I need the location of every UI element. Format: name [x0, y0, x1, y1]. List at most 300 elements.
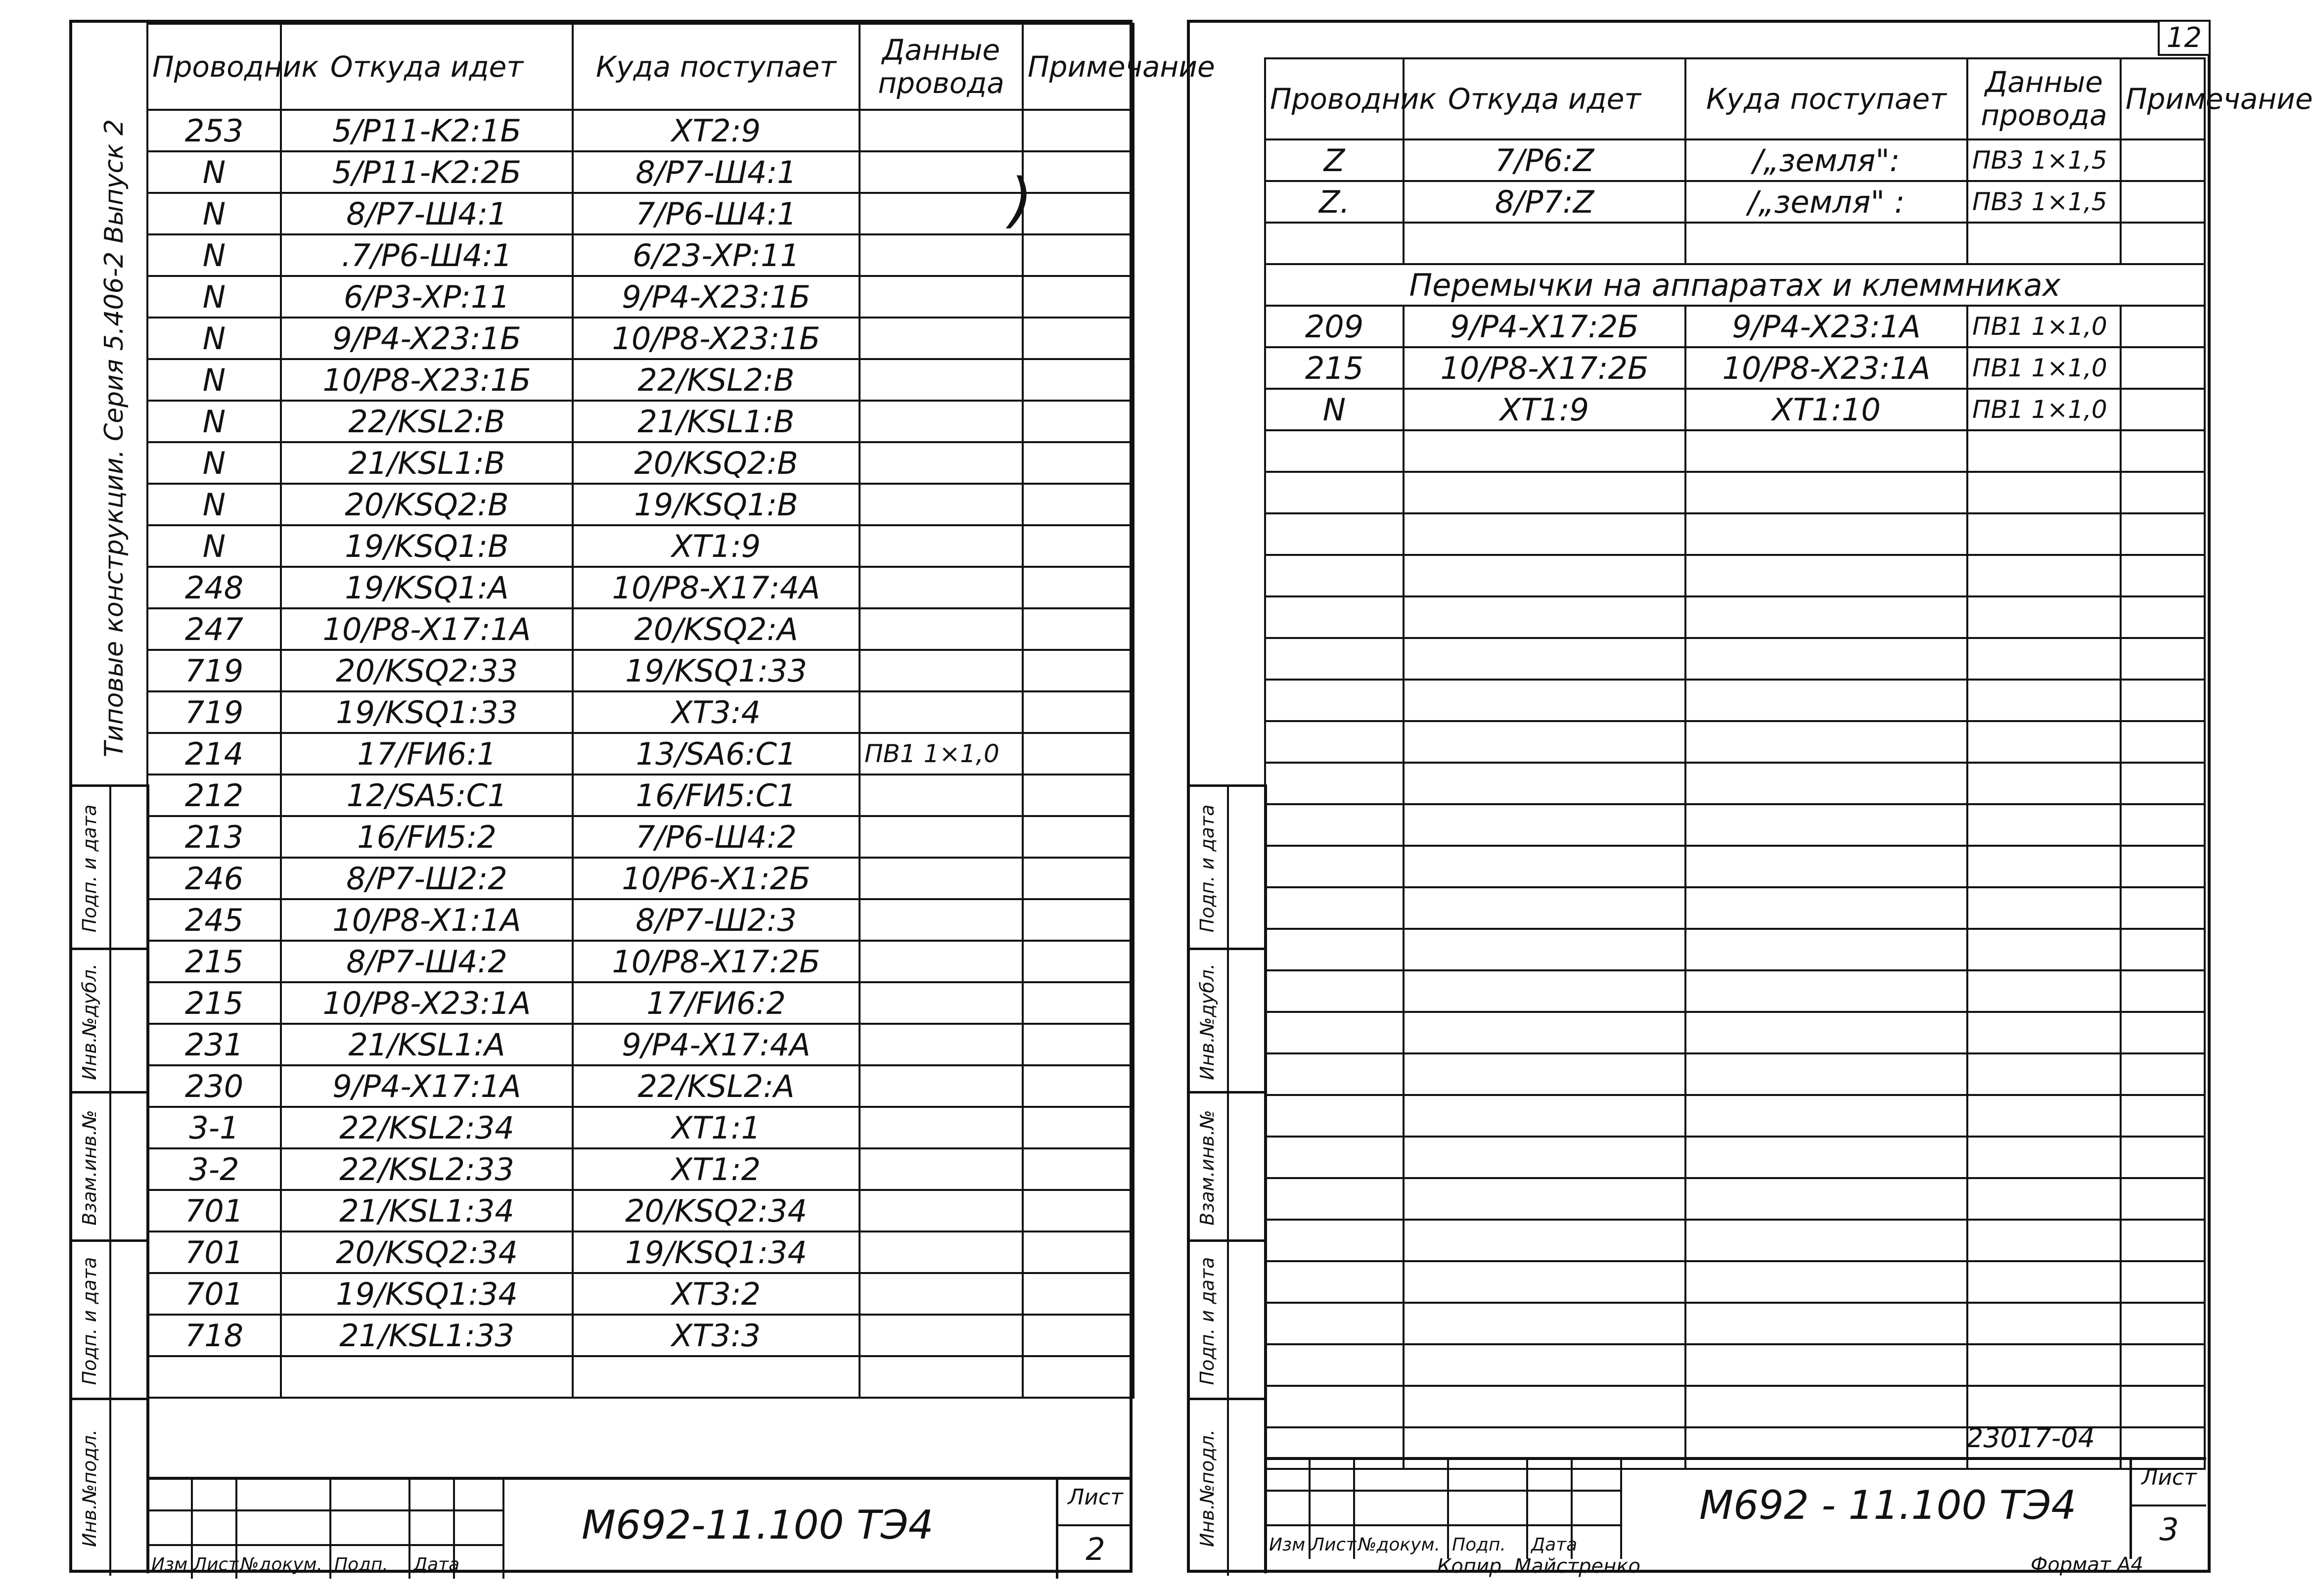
empty-cell [1685, 887, 1967, 929]
empty-row [1265, 596, 2205, 638]
empty-cell [1967, 846, 2121, 887]
table-row [147, 401, 1134, 442]
empty-cell [1404, 721, 1685, 763]
wire-data-cell [860, 608, 1023, 650]
empty-cell [1685, 1095, 1967, 1137]
empty-row [1265, 1178, 2205, 1220]
from-cell: 19/KSQ1:B [281, 525, 573, 567]
table-row [147, 1273, 1134, 1315]
caption-date: Дата [1531, 1535, 1578, 1555]
from-cell: 9/P4-X17:1A [281, 1065, 573, 1107]
empty-cell [1967, 1053, 2121, 1095]
stamp-cell [72, 948, 146, 1094]
col-header-conductor: Проводник [147, 24, 281, 110]
table-row [1265, 306, 2205, 347]
note-cell [1023, 1190, 1134, 1231]
note-cell [1023, 608, 1134, 650]
to-cell: XT1:1 [573, 1107, 860, 1148]
conductor-cell: 701 [147, 1190, 281, 1231]
to-cell: 16/FИ5:C1 [573, 775, 860, 816]
empty-cell [1404, 1220, 1685, 1261]
to-cell: 20/KSQ2:B [573, 442, 860, 484]
empty-cell [1404, 472, 1685, 513]
section-title: Перемычки на аппаратах и клеммниках [1265, 264, 2205, 306]
empty-cell [1967, 1261, 2121, 1303]
empty-cell [2121, 1137, 2205, 1178]
title-block-left [146, 1477, 1133, 1579]
table-row [147, 276, 1134, 318]
col-header-note: Примечание [2121, 58, 2205, 139]
table-row [147, 567, 1134, 608]
wire-data-cell [860, 401, 1023, 442]
empty-cell [1685, 1178, 1967, 1220]
empty-cell [1265, 223, 1404, 264]
wire-data-cell [860, 276, 1023, 318]
empty-cell [1404, 680, 1685, 721]
note-cell [2121, 139, 2205, 181]
wire-data-cell [860, 982, 1023, 1024]
brace-mark: ) [1009, 166, 1033, 235]
empty-cell [1404, 970, 1685, 1012]
wire-data-cell [860, 816, 1023, 858]
doc-code: M692-11.100 TЭ4 [582, 1502, 934, 1548]
to-cell: 10/P8-X17:4A [573, 567, 860, 608]
empty-cell [281, 1356, 573, 1398]
empty-cell [1404, 596, 1685, 638]
from-cell: 10/P8-X23:1A [281, 982, 573, 1024]
empty-cell [1265, 1053, 1404, 1095]
empty-cell [1265, 1303, 1404, 1344]
sheet-label: Лист [2141, 1465, 2197, 1490]
empty-row [1265, 721, 2205, 763]
caption-list: Лист [1311, 1535, 1357, 1555]
from-cell: 8/P7-Ш4:2 [281, 941, 573, 982]
empty-cell [2121, 721, 2205, 763]
from-cell: 10/P8-X23:1Б [281, 359, 573, 401]
wire-data-cell: ПВ1 1×1,0 [1967, 389, 2121, 430]
table-row [147, 733, 1134, 775]
conductor-cell: 245 [147, 899, 281, 941]
table-row [147, 691, 1134, 733]
empty-cell [1967, 430, 2121, 472]
wire-data-cell [860, 775, 1023, 816]
wire-data-cell [860, 1024, 1023, 1065]
note-cell [1023, 1065, 1134, 1107]
empty-cell [1265, 887, 1404, 929]
empty-cell [1685, 721, 1967, 763]
empty-cell [1265, 555, 1404, 596]
wire-data-cell [860, 442, 1023, 484]
empty-cell [1967, 223, 2121, 264]
stamp-label: Инв.№дубл. [79, 963, 100, 1080]
empty-row [1265, 223, 2205, 264]
conductor-cell: N [147, 318, 281, 359]
col-header-from: Откуда идет [281, 24, 573, 110]
empty-cell [1685, 970, 1967, 1012]
note-cell [1023, 775, 1134, 816]
stamp-cell [1190, 948, 1264, 1094]
table-row [147, 1148, 1134, 1190]
table-row [1265, 347, 2205, 389]
empty-cell [1265, 929, 1404, 970]
caption-doc: №докум. [240, 1554, 323, 1575]
note-cell [1023, 318, 1134, 359]
empty-cell [1023, 1356, 1134, 1398]
to-cell: 19/KSQ1:34 [573, 1231, 860, 1273]
col-header-to: Куда поступает [573, 24, 860, 110]
from-cell: 8/P7-Ш2:2 [281, 858, 573, 899]
conductor-cell: N [147, 442, 281, 484]
to-cell: XT1:9 [573, 525, 860, 567]
table-row [147, 899, 1134, 941]
from-cell: .7/P6-Ш4:1 [281, 234, 573, 276]
from-cell: 22/KSL2:B [281, 401, 573, 442]
wire-data-cell [860, 359, 1023, 401]
conductor-cell: 3-1 [147, 1107, 281, 1148]
empty-cell [2121, 1095, 2205, 1137]
table-row [147, 525, 1134, 567]
copied-by: Копир. Майстренко [1437, 1555, 1640, 1578]
col-header-wire-data: Данные провода [860, 24, 1023, 110]
table-header [147, 24, 1134, 110]
empty-cell [1404, 1386, 1685, 1427]
empty-cell [1685, 430, 1967, 472]
empty-cell [2121, 472, 2205, 513]
conductor-cell: 215 [147, 941, 281, 982]
empty-cell [1685, 596, 1967, 638]
table-row [1265, 139, 2205, 181]
series-title [77, 82, 151, 794]
table-row [147, 1065, 1134, 1107]
empty-cell [1265, 1386, 1404, 1427]
wire-data-cell [860, 1148, 1023, 1190]
empty-cell [1265, 1178, 1404, 1220]
empty-cell [2121, 1303, 2205, 1344]
stamp-label: Инв.№дубл. [1196, 963, 1218, 1080]
empty-cell [2121, 513, 2205, 555]
empty-row [1265, 763, 2205, 804]
empty-cell [1967, 1220, 2121, 1261]
conductor-cell: 718 [147, 1315, 281, 1356]
from-cell: 19/KSQ1:33 [281, 691, 573, 733]
from-cell: 22/KSL2:33 [281, 1148, 573, 1190]
note-cell [1023, 359, 1134, 401]
to-cell: 17/FИ6:2 [573, 982, 860, 1024]
wire-data-cell [860, 525, 1023, 567]
empty-row [1265, 638, 2205, 680]
wire-data-cell [860, 1190, 1023, 1231]
note-cell [1023, 1273, 1134, 1315]
col-header-to: Куда поступает [1685, 58, 1967, 139]
wire-data-cell [860, 193, 1023, 234]
empty-cell [1685, 804, 1967, 846]
empty-cell [2121, 763, 2205, 804]
table-row [147, 484, 1134, 525]
to-cell: 19/KSQ1:B [573, 484, 860, 525]
from-cell: 20/KSQ2:34 [281, 1231, 573, 1273]
empty-cell [1265, 638, 1404, 680]
empty-cell [573, 1356, 860, 1398]
sheet-number: 2 [1058, 1524, 1133, 1567]
empty-cell [1265, 721, 1404, 763]
to-cell: 22/KSL2:B [573, 359, 860, 401]
note-cell [1023, 151, 1134, 193]
table-row [147, 193, 1134, 234]
to-cell: 10/P8-X23:1Б [573, 318, 860, 359]
conductor-cell: N [147, 484, 281, 525]
doc-code: M692 - 11.100 TЭ4 [1699, 1482, 2077, 1528]
to-cell: 10/P8-X23:1A [1685, 347, 1967, 389]
empty-row [1265, 680, 2205, 721]
note-cell [1023, 442, 1134, 484]
to-cell: 20/KSQ2:A [573, 608, 860, 650]
empty-cell [1685, 846, 1967, 887]
table-row [147, 359, 1134, 401]
from-cell: 10/P8-X17:2Б [1404, 347, 1685, 389]
empty-cell [1404, 1178, 1685, 1220]
col-header-from: Откуда идет [1404, 58, 1685, 139]
from-cell: 21/KSL1:A [281, 1024, 573, 1065]
to-cell: 22/KSL2:A [573, 1065, 860, 1107]
to-cell: 20/KSQ2:34 [573, 1190, 860, 1231]
section-row [1265, 264, 2205, 306]
empty-row [1265, 1137, 2205, 1178]
table-row [1265, 389, 2205, 430]
stamp-cell [72, 784, 146, 950]
stamp-label: Подп. и дата [79, 804, 100, 933]
from-cell: 10/P8-X17:1A [281, 608, 573, 650]
note-cell [2121, 389, 2205, 430]
empty-cell [1685, 472, 1967, 513]
empty-cell [1404, 638, 1685, 680]
note-cell [1023, 401, 1134, 442]
empty-cell [1265, 596, 1404, 638]
note-cell [1023, 567, 1134, 608]
conductor-cell: N [147, 234, 281, 276]
conductor-cell: N [147, 193, 281, 234]
empty-cell [1265, 1220, 1404, 1261]
empty-cell [2121, 1386, 2205, 1427]
conductor-cell: N [147, 401, 281, 442]
from-cell: 20/KSQ2:33 [281, 650, 573, 691]
conductor-cell: 246 [147, 858, 281, 899]
table-row [147, 1190, 1134, 1231]
stamp-label: Подп. и дата [1196, 804, 1218, 933]
empty-cell [1685, 1303, 1967, 1344]
empty-cell [1685, 1386, 1967, 1427]
empty-cell [147, 1356, 281, 1398]
conductor-cell: 214 [147, 733, 281, 775]
table-header [1265, 58, 2205, 139]
from-cell: 7/P6:Z [1404, 139, 1685, 181]
empty-row [1265, 1386, 2205, 1427]
archive-number: 23017-04 [1966, 1422, 2095, 1454]
to-cell: 21/KSL1:B [573, 401, 860, 442]
note-cell [1023, 1148, 1134, 1190]
empty-cell [1404, 223, 1685, 264]
wire-data-cell [860, 941, 1023, 982]
empty-cell [1404, 430, 1685, 472]
conductor-cell: Z [1265, 139, 1404, 181]
conductor-cell: N [147, 276, 281, 318]
empty-cell [2121, 1261, 2205, 1303]
caption-doc: №докум. [1358, 1535, 1441, 1555]
table-row [1265, 181, 2205, 223]
wire-data-cell: ПВ1 1×1,0 [1967, 347, 2121, 389]
wire-data-cell [860, 234, 1023, 276]
empty-cell [2121, 1178, 2205, 1220]
empty-cell [1265, 846, 1404, 887]
note-cell [1023, 1315, 1134, 1356]
empty-cell [1967, 638, 2121, 680]
empty-cell [1404, 1261, 1685, 1303]
to-cell: XT3:2 [573, 1273, 860, 1315]
conductor-cell: N [147, 525, 281, 567]
from-cell: 17/FИ6:1 [281, 733, 573, 775]
to-cell: 9/P4-X17:4A [573, 1024, 860, 1065]
empty-cell [2121, 638, 2205, 680]
to-cell: 9/P4-X23:1A [1685, 306, 1967, 347]
table-row [147, 234, 1134, 276]
empty-cell [1265, 513, 1404, 555]
col-header-wire-data: Данные провода [1967, 58, 2121, 139]
wire-data-cell [860, 899, 1023, 941]
wire-data-cell [860, 567, 1023, 608]
empty-cell [1967, 1386, 2121, 1427]
empty-cell [1967, 1303, 2121, 1344]
empty-cell [1967, 472, 2121, 513]
conductor-cell: 719 [147, 650, 281, 691]
wire-data-cell [860, 858, 1023, 899]
wire-data-cell [860, 1231, 1023, 1273]
stamp-strip-right [1190, 784, 1267, 1573]
paper-format: Формат A4 [2031, 1553, 2143, 1576]
empty-cell [1404, 763, 1685, 804]
table-row [147, 1231, 1134, 1273]
conductor-cell: 209 [1265, 306, 1404, 347]
to-cell: 6/23-XP:11 [573, 234, 860, 276]
from-cell: 19/KSQ1:A [281, 567, 573, 608]
table-row [147, 1315, 1134, 1356]
empty-cell [2121, 223, 2205, 264]
col-header-note: Примечание [1023, 24, 1134, 110]
note-cell [1023, 691, 1134, 733]
empty-cell [2121, 846, 2205, 887]
empty-cell [1967, 1178, 2121, 1220]
wire-data-cell [860, 151, 1023, 193]
empty-cell [2121, 887, 2205, 929]
wire-data-cell [860, 691, 1023, 733]
empty-cell [2121, 430, 2205, 472]
table-row [147, 151, 1134, 193]
to-cell: 19/KSQ1:33 [573, 650, 860, 691]
from-cell: 21/KSL1:34 [281, 1190, 573, 1231]
empty-cell [1685, 1344, 1967, 1386]
empty-row [1265, 1053, 2205, 1095]
empty-cell [1967, 887, 2121, 929]
stamp-cell [1190, 1239, 1264, 1400]
empty-cell [1685, 1053, 1967, 1095]
conductor-cell: 701 [147, 1273, 281, 1315]
empty-cell [1404, 887, 1685, 929]
stamp-cell [1190, 1398, 1264, 1576]
to-cell: 10/P8-X17:2Б [573, 941, 860, 982]
from-cell: 21/KSL1:B [281, 442, 573, 484]
from-cell: 8/P7-Ш4:1 [281, 193, 573, 234]
empty-cell [1404, 1012, 1685, 1053]
empty-cell [2121, 680, 2205, 721]
sheet-number-box [1056, 1480, 1133, 1579]
caption-sign: Подп. [1452, 1535, 1506, 1555]
empty-cell [2121, 1012, 2205, 1053]
empty-cell [2121, 929, 2205, 970]
empty-cell [1404, 929, 1685, 970]
to-cell: XT1:10 [1685, 389, 1967, 430]
empty-cell [1404, 846, 1685, 887]
empty-cell [1685, 763, 1967, 804]
conductor-cell: 248 [147, 567, 281, 608]
empty-cell [1685, 929, 1967, 970]
caption-date: Дата [413, 1554, 460, 1575]
empty-row [1265, 1303, 2205, 1344]
stamp-cell [1190, 1091, 1264, 1242]
conductor-cell: 215 [1265, 347, 1404, 389]
conductor-cell: 230 [147, 1065, 281, 1107]
empty-cell [2121, 555, 2205, 596]
stamp-label: Взам.инв.№ [1196, 1110, 1218, 1226]
empty-cell [2121, 596, 2205, 638]
empty-cell [1265, 1137, 1404, 1178]
caption-sign: Подп. [334, 1554, 388, 1575]
table-row [147, 110, 1134, 151]
from-cell: 9/P4-X23:1Б [281, 318, 573, 359]
wire-data-cell: ПВ3 1×1,5 [1967, 139, 2121, 181]
conductor-cell: N [147, 359, 281, 401]
empty-row [1265, 970, 2205, 1012]
empty-cell [1967, 970, 2121, 1012]
wire-data-cell [860, 318, 1023, 359]
stamp-label: Подп. и дата [1196, 1257, 1218, 1385]
caption-izm: Изм [1269, 1535, 1306, 1555]
empty-row [1265, 1344, 2205, 1386]
table-row [147, 858, 1134, 899]
empty-cell [2121, 970, 2205, 1012]
note-cell [1023, 276, 1134, 318]
from-cell: 10/P8-X1:1A [281, 899, 573, 941]
from-cell: 20/KSQ2:B [281, 484, 573, 525]
col-header-conductor: Проводник [1265, 58, 1404, 139]
wire-data-cell: ПВ1 1×1,0 [1967, 306, 2121, 347]
stamp-cell [72, 1398, 146, 1576]
to-cell: /„земля" : [1685, 181, 1967, 223]
empty-row [1265, 1261, 2205, 1303]
empty-cell [1967, 513, 2121, 555]
to-cell: 9/P4-X23:1Б [573, 276, 860, 318]
empty-cell [1967, 804, 2121, 846]
empty-cell [1685, 1261, 1967, 1303]
wire-table-right [1264, 57, 2313, 1470]
empty-cell [1404, 513, 1685, 555]
note-cell [2121, 347, 2205, 389]
empty-cell [1967, 1012, 2121, 1053]
empty-cell [2121, 804, 2205, 846]
wire-data-cell [860, 650, 1023, 691]
conductor-cell: 247 [147, 608, 281, 650]
empty-cell [1404, 804, 1685, 846]
wire-data-cell [860, 1315, 1023, 1356]
note-cell [2121, 306, 2205, 347]
empty-row [1265, 887, 2205, 929]
